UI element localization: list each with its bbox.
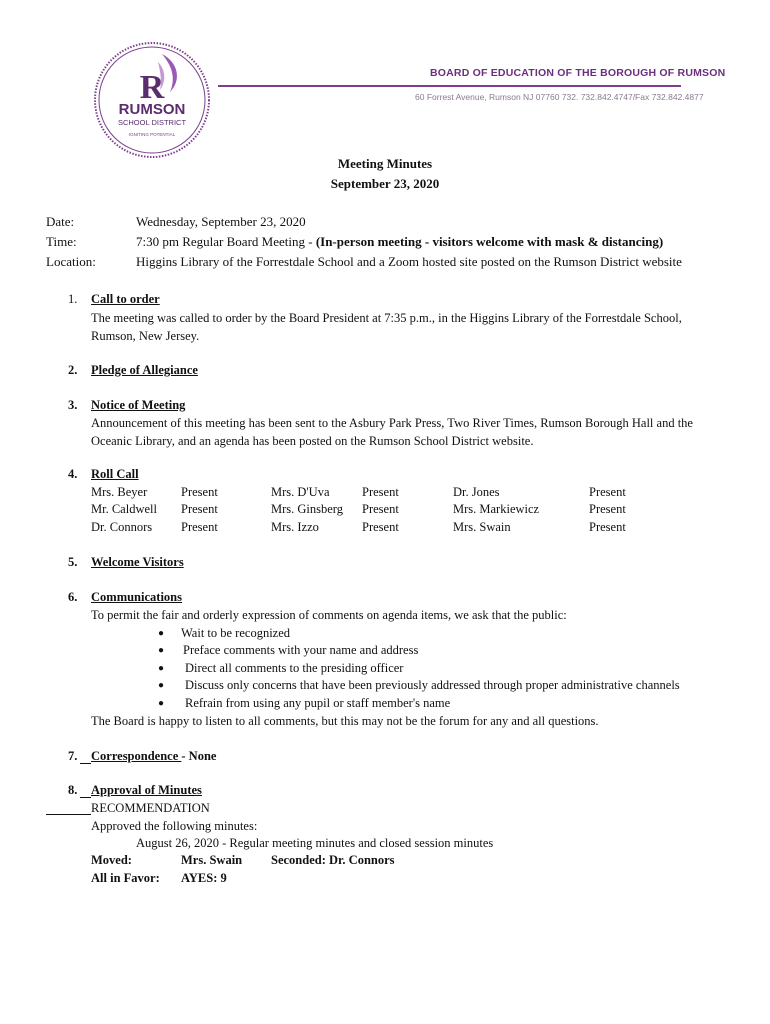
moved-label: Moved: xyxy=(91,853,132,867)
communications-intro: To permit the fair and orderly expression of comments on agenda items, we ask that the public: xyxy=(91,608,567,622)
section-heading-call-to-order: Call to order xyxy=(91,292,160,306)
date-value: Wednesday, September 23, 2020 xyxy=(136,214,306,229)
section-heading-correspondence-row xyxy=(91,749,216,764)
bullet-icon: ● xyxy=(158,645,165,656)
section-number: 8. xyxy=(68,783,78,797)
date-label: Date: xyxy=(46,214,75,229)
bullet-icon: ● xyxy=(158,628,165,639)
seconded-text: Seconded: Dr. Connors xyxy=(271,853,395,867)
roll-status: Present xyxy=(181,485,218,499)
bullet-icon: ● xyxy=(158,663,165,674)
section-number: 4. xyxy=(68,467,78,481)
section-heading-pledge: Pledge of Allegiance xyxy=(91,363,198,377)
section-number: 6. xyxy=(68,590,78,604)
bullet-item: Wait to be recognized xyxy=(181,626,291,640)
roll-status: Present xyxy=(181,502,218,516)
section-heading-notice: Notice of Meeting xyxy=(91,398,186,412)
roll-status: Present xyxy=(181,520,218,534)
section-number: 3. xyxy=(68,398,78,412)
bullet-item: Refrain from using any pupil or staff member's name xyxy=(185,696,451,710)
approved-item: August 26, 2020 - Regular meeting minutes and closed session minutes xyxy=(136,836,494,850)
approved-intro: Approved the following minutes: xyxy=(91,819,258,833)
seal-sub: SCHOOL DISTRICT xyxy=(117,118,187,127)
bullet-item: Direct all comments to the presiding officer xyxy=(185,661,404,675)
section-heading-correspondence: Correspondence xyxy=(91,749,182,763)
document-title: Meeting Minutes xyxy=(337,156,433,171)
roll-status: Present xyxy=(589,502,626,516)
time-value xyxy=(136,234,663,250)
seal-tagline: IGNITING POTENTIAL xyxy=(128,132,176,137)
roll-name: Mrs. D'Uva xyxy=(271,485,330,499)
roll-name: Mrs. Beyer xyxy=(91,485,148,499)
seal-name: RUMSON xyxy=(118,101,186,118)
roll-status: Present xyxy=(589,520,626,534)
section-number: 5. xyxy=(68,555,78,569)
notice-text: Announcement of this meeting has been sent to the Asbury Park Press, Two River Times, Rumson Borough Hall and the Oceanic Library, and an agenda has been posted on the Rumson School District website. xyxy=(91,416,693,448)
document-date: September 23, 2020 xyxy=(330,176,440,191)
organization-address: 60 Forrest Avenue, Rumson NJ 07760 732. 732.842.4747/Fax 732.842.4877 xyxy=(415,92,704,102)
heading-underline-lead xyxy=(80,762,91,764)
location-label: Location: xyxy=(46,254,96,269)
roll-name: Dr. Connors xyxy=(91,520,153,534)
section-heading-approval-minutes: Approval of Minutes xyxy=(91,783,202,797)
time-value-plain: 7:30 pm Regular Board Meeting - xyxy=(136,234,316,249)
heading-underline-lead xyxy=(80,796,91,798)
section-heading-communications: Communications xyxy=(91,590,182,604)
recommendation-rule xyxy=(46,814,91,815)
roll-name: Dr. Jones xyxy=(453,485,500,499)
roll-status: Present xyxy=(362,502,399,516)
section-number: 2. xyxy=(68,363,78,377)
header-divider xyxy=(218,85,681,87)
recommendation-label: RECOMMENDATION xyxy=(91,801,210,815)
section-heading-welcome: Welcome Visitors xyxy=(91,555,184,569)
roll-status: Present xyxy=(362,485,399,499)
bullet-icon: ● xyxy=(158,680,165,691)
roll-name: Mrs. Swain xyxy=(453,520,511,534)
section-heading-roll-call: Roll Call xyxy=(91,467,139,481)
vote-value: AYES: 9 xyxy=(181,871,227,885)
roll-name: Mr. Caldwell xyxy=(91,502,157,516)
bullet-icon: ● xyxy=(158,698,165,709)
organization-name: BOARD OF EDUCATION OF THE BOROUGH OF RUMSON xyxy=(430,67,726,79)
vote-label: All in Favor: xyxy=(91,871,160,885)
time-value-bold: (In-person meeting - visitors welcome with mask & distancing) xyxy=(315,234,664,249)
communications-closing: The Board is happy to listen to all comments, but this may not be the forum for any and all questions. xyxy=(91,714,599,728)
district-seal-logo xyxy=(92,40,212,160)
roll-status: Present xyxy=(589,485,626,499)
section-number: 1. xyxy=(68,292,78,306)
roll-name: Mrs. Izzo xyxy=(271,520,319,534)
roll-status: Present xyxy=(362,520,399,534)
location-value: Higgins Library of the Forrestdale School and a Zoom hosted site posted on the Rumson District website xyxy=(136,254,682,269)
moved-value: Mrs. Swain xyxy=(181,853,243,867)
roll-name: Mrs. Ginsberg xyxy=(271,502,343,516)
correspondence-status: - None xyxy=(181,749,217,763)
seal-initial: R xyxy=(139,69,165,106)
bullet-item: Discuss only concerns that have been previously addressed through proper administrative channels xyxy=(185,678,680,692)
bullet-item: Preface comments with your name and address xyxy=(183,643,419,657)
section-number: 7. xyxy=(68,749,78,763)
roll-name: Mrs. Markiewicz xyxy=(453,502,540,516)
time-label: Time: xyxy=(46,234,77,249)
call-to-order-text: The meeting was called to order by the Board President at 7:35 p.m., in the Higgins Library of the Forrestdale School, Rumson, New Jersey. xyxy=(91,311,682,343)
